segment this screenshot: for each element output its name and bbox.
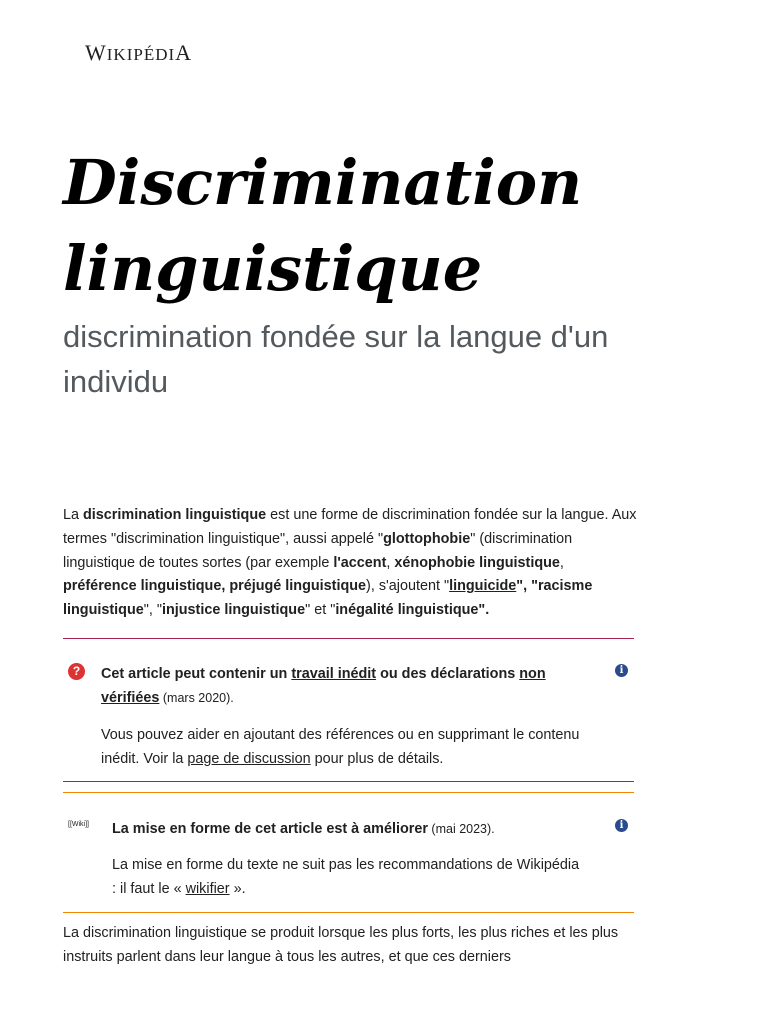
notice-heading: La mise en forme de cet article est à améliorer (mai 2023). [112, 821, 495, 837]
link-linguicide[interactable]: linguicide [449, 578, 517, 595]
link-page-de-discussion[interactable]: page de discussion [187, 751, 311, 767]
logo-letter-a: A [175, 40, 193, 65]
notice-body: Vous pouvez aider en ajoutant des références ou en supprimant le contenu inédit. Voir la page de discussion pour plus de détails. [101, 727, 580, 767]
page-title: Discrimination linguistique [63, 146, 583, 305]
wiki-icon: [[Wiki]] [68, 821, 89, 828]
info-icon[interactable]: i [615, 819, 628, 832]
wikipedia-logo[interactable] [85, 40, 192, 66]
logo-letter-w: W [85, 40, 107, 65]
notice-formatting [63, 792, 634, 913]
info-icon[interactable]: i [615, 664, 628, 677]
link-travail-inedit[interactable]: travail inédit [291, 666, 377, 682]
page-subtitle: discrimination fondée sur la langue d'un individu [63, 319, 609, 399]
link-non-verifiees[interactable]: non vérifiées [101, 666, 546, 706]
logo-letters-mid: IKIPÉDI [106, 45, 176, 64]
notice-body: La mise en forme du texte ne suit pas les recommandations de Wikipédia : il faut le « wikifier ». [112, 857, 580, 897]
notice-heading: Cet article peut contenir un travail inédit ou des déclarations non vérifiées (mars 2020). [101, 666, 546, 706]
body-paragraph: La discrimination linguistique se produit lorsque les plus forts, les plus riches et les plus instruits parlent dans leur langue à tous les autres, et que ces derniers [63, 925, 619, 965]
link-wikifier[interactable]: wikifier [185, 881, 230, 897]
notice-original-research [63, 638, 634, 782]
question-icon: ? [68, 663, 85, 680]
intro-paragraph: La discrimination linguistique est une forme de discrimination fondée sur la langue. Aux termes "discrimination linguistique", aussi appelé "glottophobie" (discrimination linguistique de toutes sortes (par exemple l'accent, xénophobie linguistique, préférence linguistique, préjugé linguistique), s'ajoutent "linguicide", "racisme linguistique", "injustice linguistique" et "inégalité linguistique". [63, 507, 637, 619]
